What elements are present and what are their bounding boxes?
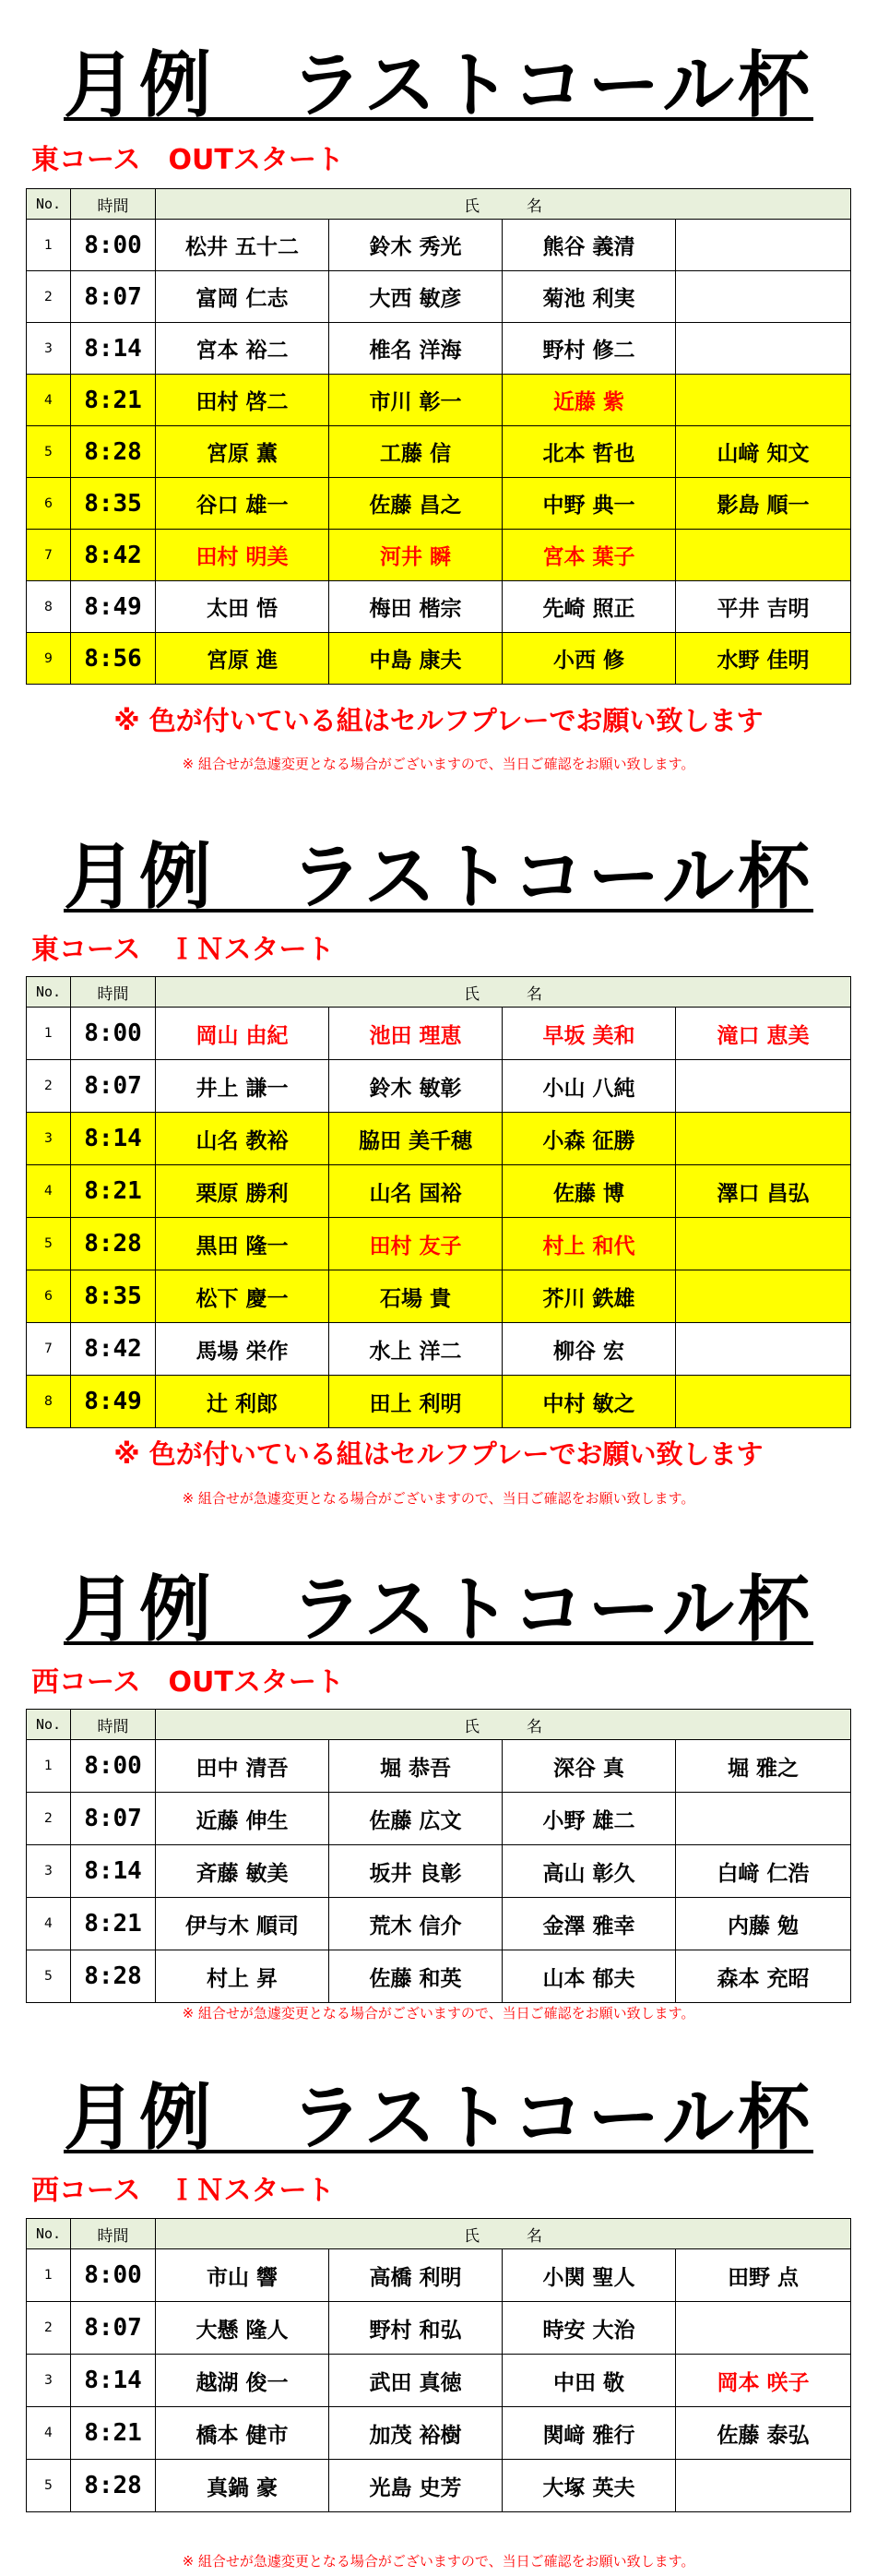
player-name: 田中 清吾	[156, 1740, 329, 1793]
player-name: 芥川 鉄雄	[503, 1270, 676, 1323]
tee-time: 8:14	[71, 2355, 156, 2407]
player-name: 小関 聖人	[503, 2249, 676, 2302]
self-play-notice: ※ 色が付いている組はセルフプレーでお願い致します	[113, 1438, 764, 1470]
tee-time: 8:28	[71, 1950, 156, 2003]
header-name: 氏 名	[156, 2219, 851, 2249]
header-row	[27, 2219, 851, 2249]
player-name	[676, 1323, 851, 1376]
player-name: 田村 啓二	[156, 375, 329, 426]
player-name: 佐藤 博	[503, 1165, 676, 1218]
tee-time-table	[26, 976, 851, 1428]
player-name	[676, 2302, 851, 2355]
group-number: 5	[27, 1218, 71, 1270]
header-name: 氏 名	[156, 977, 851, 1008]
player-name: 影島 順一	[676, 478, 851, 530]
table-row	[27, 220, 851, 271]
tee-time: 8:28	[71, 2460, 156, 2512]
header-time: 時間	[71, 977, 156, 1008]
header-time: 時間	[71, 189, 156, 220]
tee-time: 8:35	[71, 478, 156, 530]
tee-time-table	[26, 2218, 851, 2512]
group-number: 5	[27, 2460, 71, 2512]
player-name: 近藤 紫	[503, 375, 676, 426]
player-name: 富岡 仁志	[156, 271, 329, 323]
group-number: 6	[27, 1270, 71, 1323]
player-name: 高山 彰久	[503, 1845, 676, 1898]
player-name	[676, 220, 851, 271]
group-number: 5	[27, 1950, 71, 2003]
player-name: 脇田 美千穂	[329, 1113, 503, 1165]
player-name: 水野 佳明	[676, 633, 851, 685]
player-name: 佐藤 泰弘	[676, 2407, 851, 2460]
player-name: 梅田 楷宗	[329, 581, 503, 633]
tee-time: 8:07	[71, 271, 156, 323]
tee-time: 8:00	[71, 1740, 156, 1793]
player-name	[676, 1060, 851, 1113]
player-name: 黒田 隆一	[156, 1218, 329, 1270]
player-name: 山本 郁夫	[503, 1950, 676, 2003]
player-name: 田村 明美	[156, 530, 329, 581]
player-name: 市川 彰一	[329, 375, 503, 426]
player-name: 伊与木 順司	[156, 1898, 329, 1950]
tee-time: 8:21	[71, 1898, 156, 1950]
player-name: 宮原 進	[156, 633, 329, 685]
player-name	[676, 1270, 851, 1323]
player-name: 高橋 利明	[329, 2249, 503, 2302]
player-name: 石場 貴	[329, 1270, 503, 1323]
page-title: 月例 ラストコール杯	[64, 2077, 813, 2160]
player-name: 辻 利郎	[156, 1376, 329, 1428]
table-row	[27, 1950, 851, 2003]
player-name: 小森 征勝	[503, 1113, 676, 1165]
group-number: 7	[27, 1323, 71, 1376]
table-row	[27, 633, 851, 685]
tee-time: 8:21	[71, 375, 156, 426]
player-name: 鈴木 秀光	[329, 220, 503, 271]
table-row	[27, 1323, 851, 1376]
player-name: 堀 恭吾	[329, 1740, 503, 1793]
player-name: 白﨑 仁浩	[676, 1845, 851, 1898]
tee-time: 8:07	[71, 2302, 156, 2355]
group-number: 1	[27, 220, 71, 271]
tee-time: 8:21	[71, 1165, 156, 1218]
tee-time: 8:28	[71, 426, 156, 478]
group-number: 2	[27, 1793, 71, 1845]
table-row	[27, 1845, 851, 1898]
group-number: 7	[27, 530, 71, 581]
player-name	[676, 1793, 851, 1845]
player-name	[676, 530, 851, 581]
table-row	[27, 1270, 851, 1323]
tee-time: 8:42	[71, 1323, 156, 1376]
player-name: 橋本 健市	[156, 2407, 329, 2460]
header-row	[27, 977, 851, 1008]
tee-time: 8:49	[71, 1376, 156, 1428]
player-name: 太田 悟	[156, 581, 329, 633]
table-row	[27, 2249, 851, 2302]
header-no: No.	[27, 2219, 71, 2249]
player-name: 近藤 伸生	[156, 1793, 329, 1845]
page-title: 月例 ラストコール杯	[64, 836, 813, 919]
group-number: 8	[27, 1376, 71, 1428]
tee-time: 8:21	[71, 2407, 156, 2460]
tee-time: 8:14	[71, 1113, 156, 1165]
player-name	[676, 1376, 851, 1428]
table-row	[27, 1165, 851, 1218]
player-name: 早坂 美和	[503, 1008, 676, 1060]
player-name: 馬場 栄作	[156, 1323, 329, 1376]
player-name	[676, 1113, 851, 1165]
player-name: 中村 敏之	[503, 1376, 676, 1428]
group-number: 9	[27, 633, 71, 685]
table-row	[27, 581, 851, 633]
player-name: 真鍋 豪	[156, 2460, 329, 2512]
player-name: 松下 慶一	[156, 1270, 329, 1323]
player-name: 鈴木 敏彰	[329, 1060, 503, 1113]
tee-time: 8:00	[71, 2249, 156, 2302]
table-row	[27, 1376, 851, 1428]
tee-time: 8:49	[71, 581, 156, 633]
group-number: 5	[27, 426, 71, 478]
change-note: ※ 組合せが急遽変更となる場合がございますので、当日ご確認をお願い致します。	[182, 1490, 695, 1507]
table-row	[27, 2460, 851, 2512]
header-time: 時間	[71, 1710, 156, 1740]
player-name: 村上 和代	[503, 1218, 676, 1270]
player-name: 野村 修二	[503, 323, 676, 375]
player-name: 菊池 利実	[503, 271, 676, 323]
page-title: 月例 ラストコール杯	[64, 44, 813, 127]
player-name: 堀 雅之	[676, 1740, 851, 1793]
course-label: 西コース OUTスタート	[31, 1666, 344, 1699]
table-row	[27, 426, 851, 478]
header-name: 氏 名	[156, 1710, 851, 1740]
tee-time: 8:07	[71, 1060, 156, 1113]
tee-time: 8:56	[71, 633, 156, 685]
player-name: 北本 哲也	[503, 426, 676, 478]
group-number: 4	[27, 1165, 71, 1218]
player-name: 岡本 咲子	[676, 2355, 851, 2407]
table-row	[27, 2407, 851, 2460]
table-row	[27, 1008, 851, 1060]
tee-time: 8:00	[71, 1008, 156, 1060]
player-name: 松井 五十二	[156, 220, 329, 271]
player-name: 金澤 雅幸	[503, 1898, 676, 1950]
player-name: 深谷 真	[503, 1740, 676, 1793]
table-row	[27, 2302, 851, 2355]
group-number: 3	[27, 2355, 71, 2407]
player-name: 河井 瞬	[329, 530, 503, 581]
table-row	[27, 1740, 851, 1793]
player-name: 森本 充昭	[676, 1950, 851, 2003]
table-row	[27, 271, 851, 323]
player-name	[676, 2460, 851, 2512]
player-name: 水上 洋二	[329, 1323, 503, 1376]
table-row	[27, 1060, 851, 1113]
page-title: 月例 ラストコール杯	[64, 1568, 813, 1652]
player-name: 池田 理恵	[329, 1008, 503, 1060]
player-name: 柳谷 宏	[503, 1323, 676, 1376]
player-name: 加茂 裕樹	[329, 2407, 503, 2460]
player-name: 滝口 恵美	[676, 1008, 851, 1060]
player-name: 佐藤 昌之	[329, 478, 503, 530]
player-name: 小山 八純	[503, 1060, 676, 1113]
table-row	[27, 1218, 851, 1270]
player-name: 山名 国裕	[329, 1165, 503, 1218]
player-name: 時安 大治	[503, 2302, 676, 2355]
change-note: ※ 組合せが急遽変更となる場合がございますので、当日ご確認をお願い致します。	[182, 2553, 695, 2570]
tee-time: 8:00	[71, 220, 156, 271]
player-name: 宮原 薫	[156, 426, 329, 478]
table-row	[27, 478, 851, 530]
player-name: 大西 敏彦	[329, 271, 503, 323]
table-row	[27, 1793, 851, 1845]
player-name: 光島 史芳	[329, 2460, 503, 2512]
player-name	[676, 323, 851, 375]
group-number: 4	[27, 1898, 71, 1950]
group-number: 3	[27, 1845, 71, 1898]
player-name: 中野 典一	[503, 478, 676, 530]
player-name: 工藤 信	[329, 426, 503, 478]
player-name: 越湖 俊一	[156, 2355, 329, 2407]
tee-time: 8:14	[71, 1845, 156, 1898]
header-row	[27, 1710, 851, 1740]
table-row	[27, 2355, 851, 2407]
player-name: 坂井 良彰	[329, 1845, 503, 1898]
player-name: 野村 和弘	[329, 2302, 503, 2355]
group-number: 2	[27, 1060, 71, 1113]
player-name: 村上 昇	[156, 1950, 329, 2003]
player-name: 宮本 葉子	[503, 530, 676, 581]
table-row	[27, 530, 851, 581]
tee-time: 8:28	[71, 1218, 156, 1270]
tee-time-table	[26, 188, 851, 685]
player-name: 小野 雄二	[503, 1793, 676, 1845]
group-number: 4	[27, 2407, 71, 2460]
player-name: 斉藤 敏美	[156, 1845, 329, 1898]
tee-time: 8:35	[71, 1270, 156, 1323]
player-name: 大懸 隆人	[156, 2302, 329, 2355]
player-name: 中島 康夫	[329, 633, 503, 685]
table-row	[27, 323, 851, 375]
player-name: 栗原 勝利	[156, 1165, 329, 1218]
player-name: 中田 敬	[503, 2355, 676, 2407]
player-name: 市山 響	[156, 2249, 329, 2302]
group-number: 8	[27, 581, 71, 633]
group-number: 6	[27, 478, 71, 530]
player-name: 荒木 信介	[329, 1898, 503, 1950]
group-number: 1	[27, 2249, 71, 2302]
table-row	[27, 375, 851, 426]
player-name: 澤口 昌弘	[676, 1165, 851, 1218]
player-name: 宮本 裕二	[156, 323, 329, 375]
player-name: 小西 修	[503, 633, 676, 685]
player-name: 大塚 英夫	[503, 2460, 676, 2512]
group-number: 2	[27, 2302, 71, 2355]
player-name: 関﨑 雅行	[503, 2407, 676, 2460]
player-name: 谷口 雄一	[156, 478, 329, 530]
player-name: 武田 真徳	[329, 2355, 503, 2407]
player-name: 田村 友子	[329, 1218, 503, 1270]
group-number: 1	[27, 1740, 71, 1793]
header-time: 時間	[71, 2219, 156, 2249]
header-name: 氏 名	[156, 189, 851, 220]
player-name: 平井 吉明	[676, 581, 851, 633]
header-no: No.	[27, 1710, 71, 1740]
tee-time: 8:14	[71, 323, 156, 375]
group-number: 4	[27, 375, 71, 426]
group-number: 1	[27, 1008, 71, 1060]
table-row	[27, 1113, 851, 1165]
self-play-notice: ※ 色が付いている組はセルフプレーでお願い致します	[113, 705, 764, 736]
header-no: No.	[27, 977, 71, 1008]
table-row	[27, 1898, 851, 1950]
header-no: No.	[27, 189, 71, 220]
course-label: 東コース ＩＮスタート	[31, 934, 335, 966]
player-name: 山名 教裕	[156, 1113, 329, 1165]
player-name: 先崎 照正	[503, 581, 676, 633]
player-name: 椎名 洋海	[329, 323, 503, 375]
tee-time: 8:07	[71, 1793, 156, 1845]
group-number: 3	[27, 1113, 71, 1165]
course-label: 東コース OUTスタート	[31, 144, 344, 176]
player-name: 内藤 勉	[676, 1898, 851, 1950]
player-name: 熊谷 義清	[503, 220, 676, 271]
player-name	[676, 1218, 851, 1270]
header-row	[27, 189, 851, 220]
player-name: 佐藤 広文	[329, 1793, 503, 1845]
tee-time-table	[26, 1709, 851, 2003]
tee-time: 8:42	[71, 530, 156, 581]
course-label: 西コース ＩＮスタート	[31, 2175, 335, 2207]
player-name	[676, 375, 851, 426]
group-number: 2	[27, 271, 71, 323]
player-name: 山﨑 知文	[676, 426, 851, 478]
player-name: 田野 点	[676, 2249, 851, 2302]
player-name: 佐藤 和英	[329, 1950, 503, 2003]
player-name: 井上 謙一	[156, 1060, 329, 1113]
player-name: 岡山 由紀	[156, 1008, 329, 1060]
change-note: ※ 組合せが急遽変更となる場合がございますので、当日ご確認をお願い致します。	[182, 2005, 695, 2021]
group-number: 3	[27, 323, 71, 375]
player-name: 田上 利明	[329, 1376, 503, 1428]
player-name	[676, 271, 851, 323]
change-note: ※ 組合せが急遽変更となる場合がございますので、当日ご確認をお願い致します。	[182, 756, 695, 772]
